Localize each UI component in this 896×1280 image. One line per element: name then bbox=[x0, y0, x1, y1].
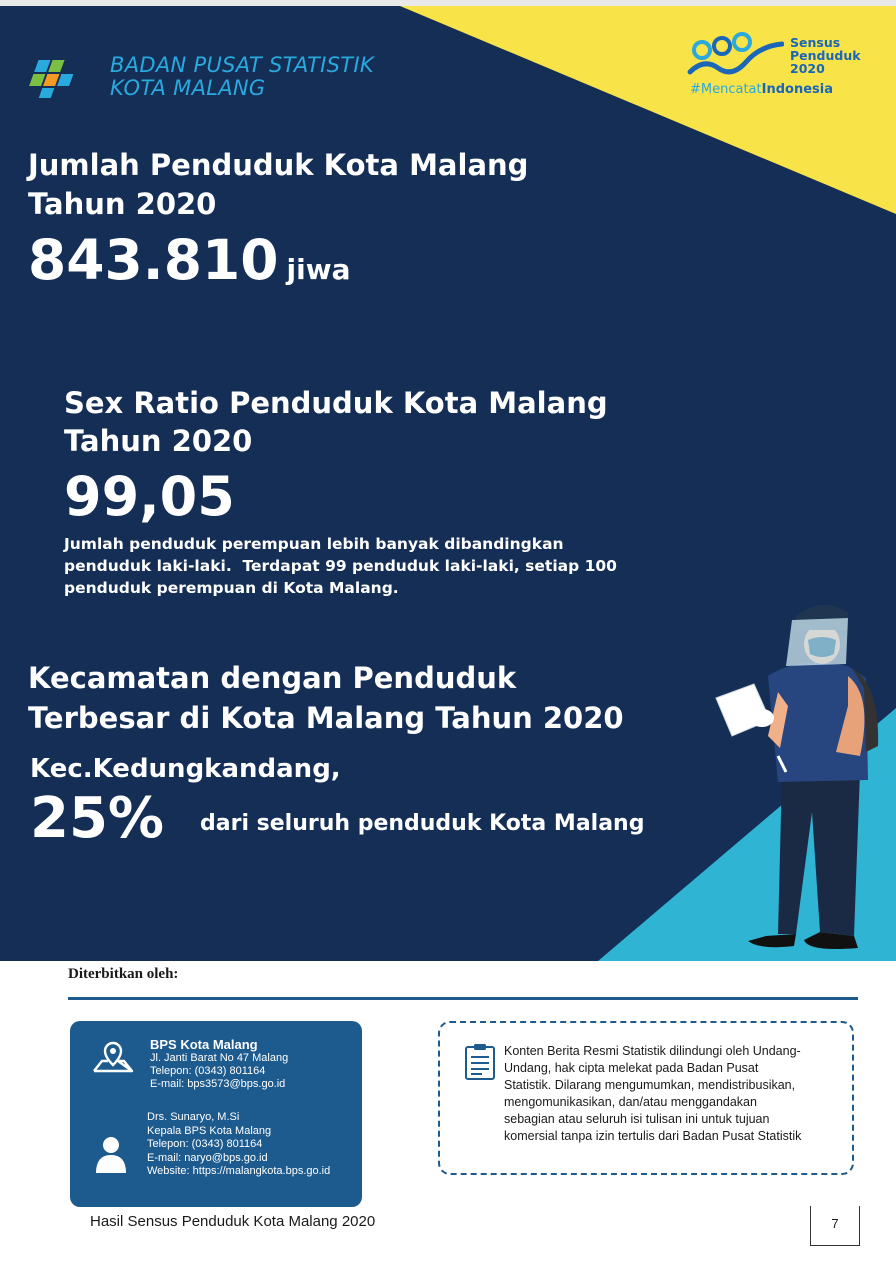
district-title bbox=[28, 658, 624, 738]
location-pin-icon bbox=[90, 1039, 136, 1075]
population-unit: jiwa bbox=[286, 253, 351, 286]
page-number-box bbox=[810, 1206, 860, 1246]
notice-line2: Undang, hak cipta melekat pada Badan Pusat bbox=[504, 1061, 759, 1075]
district-percent-description: dari seluruh penduduk Kota Malang bbox=[200, 811, 645, 836]
district-percent: 25% bbox=[30, 786, 165, 851]
head-email[interactable]: E-mail: naryo@bps.go.id bbox=[147, 1151, 268, 1164]
census-hashtag bbox=[690, 82, 833, 97]
population-title-line2: Tahun 2020 bbox=[28, 187, 217, 221]
sex-ratio-desc-line1: Jumlah penduduk perempuan lebih banyak dibandingkan bbox=[64, 535, 564, 553]
census-title bbox=[790, 36, 861, 75]
sex-ratio-title bbox=[64, 384, 608, 460]
office-address: Jl. Janti Barat No 47 Malang bbox=[150, 1052, 289, 1064]
sex-ratio-title-line2: Tahun 2020 bbox=[64, 424, 253, 458]
sex-ratio-description bbox=[64, 533, 617, 599]
census-line2: Penduduk bbox=[790, 48, 861, 63]
notice-line1: Konten Berita Resmi Statistik dilindungi oleh Undang- bbox=[504, 1044, 801, 1058]
notice-line4: mengomunikasikan, dan/atau menggandakan bbox=[504, 1095, 757, 1109]
sex-ratio-desc-line3: penduduk perempuan di Kota Malang. bbox=[64, 579, 399, 597]
census-logo-icon bbox=[684, 28, 784, 84]
sex-ratio-desc-line2: penduduk laki-laki. Terdapat 99 penduduk laki-laki, setiap 100 bbox=[64, 557, 617, 575]
head-phone: Telepon: (0343) 801164 bbox=[147, 1138, 263, 1150]
district-name: Kec.Kedungkandang, bbox=[30, 754, 341, 784]
website-link[interactable]: Website: https://malangkota.bps.go.id bbox=[147, 1165, 331, 1177]
footer-title: Hasil Sensus Penduduk Kota Malang 2020 bbox=[90, 1213, 376, 1230]
page-number: 7 bbox=[831, 1216, 839, 1231]
bps-logo-icon bbox=[26, 56, 102, 102]
person-icon bbox=[94, 1135, 128, 1175]
head-details bbox=[147, 1111, 330, 1179]
notice-line6: komersial tanpa izin tertulis dari Badan Pusat Statistik bbox=[504, 1129, 802, 1143]
census-officer-illustration bbox=[708, 596, 888, 956]
hashtag-prefix: #Mencatat bbox=[690, 82, 762, 97]
hashtag-suffix: Indonesia bbox=[761, 82, 833, 97]
org-name bbox=[110, 54, 374, 100]
sex-ratio-title-line1: Sex Ratio Penduduk Kota Malang bbox=[64, 386, 608, 420]
publisher-divider bbox=[68, 997, 858, 1000]
office-details bbox=[150, 1052, 288, 1091]
notice-line3: Statistik. Dilarang mengumumkan, mendistribusikan, bbox=[504, 1078, 796, 1092]
office-name: BPS Kota Malang bbox=[150, 1037, 258, 1052]
org-name-line2: KOTA MALANG bbox=[110, 76, 266, 100]
population-title-line1: Jumlah Penduduk Kota Malang bbox=[28, 148, 529, 182]
head-name: Drs. Sunaryo, M.Si bbox=[147, 1111, 240, 1123]
head-title: Kepala BPS Kota Malang bbox=[147, 1124, 272, 1137]
sex-ratio-value: 99,05 bbox=[64, 465, 235, 528]
district-title-line2: Terbesar di Kota Malang Tahun 2020 bbox=[28, 701, 624, 735]
publisher-heading: Diterbitkan oleh: bbox=[68, 966, 179, 982]
contact-panel bbox=[70, 1021, 362, 1207]
notice-line5: sebagian atau seluruh isi tulisan ini untuk tujuan bbox=[504, 1112, 770, 1126]
clipboard-icon bbox=[464, 1043, 496, 1081]
office-phone: Telepon: (0343) 801164 bbox=[150, 1065, 266, 1077]
copyright-text bbox=[504, 1043, 849, 1145]
population-value: 843.810 bbox=[28, 228, 279, 292]
population-figure bbox=[28, 228, 350, 302]
population-title bbox=[28, 146, 528, 224]
census-line1: Sensus bbox=[790, 35, 841, 50]
infographic-poster bbox=[0, 6, 896, 961]
census-line3: 2020 bbox=[790, 61, 825, 76]
office-email[interactable]: E-mail: bps3573@bps.go.id bbox=[150, 1078, 286, 1090]
copyright-notice bbox=[438, 1021, 854, 1175]
org-name-line1: BADAN PUSAT STATISTIK bbox=[110, 53, 374, 77]
district-title-line1: Kecamatan dengan Penduduk bbox=[28, 661, 517, 695]
